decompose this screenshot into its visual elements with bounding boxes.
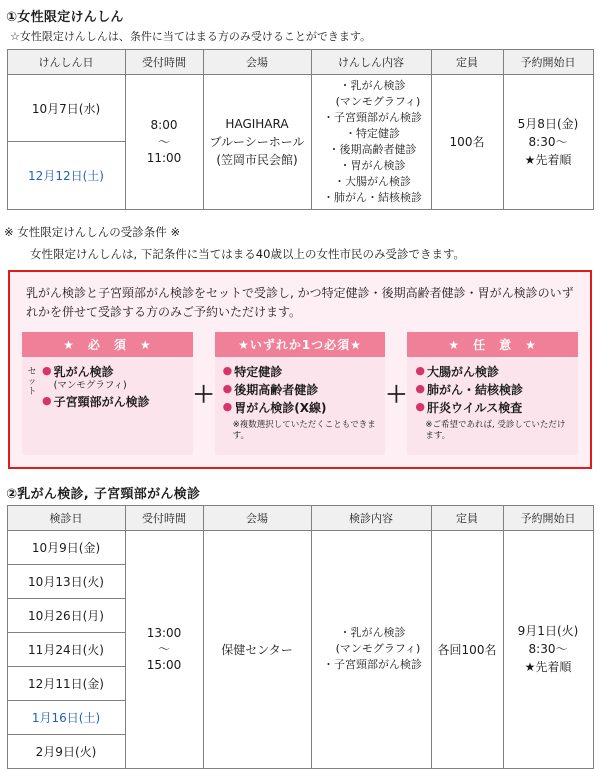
- content-item: ・胃がん検診: [339, 158, 406, 172]
- column-body: [215, 357, 386, 455]
- time-cell: 8:00 ～ 11:00: [125, 75, 203, 210]
- condition-column-choose-one: [215, 332, 386, 455]
- item-sublabel: (マンモグラフィ): [53, 380, 127, 392]
- item-label: 後期高齢者健診: [234, 383, 319, 398]
- list-item: [415, 364, 572, 380]
- content-item: ・乳がん検診: [339, 79, 406, 92]
- date-cell: 10月7日(水): [7, 75, 125, 142]
- col-header-date: けんしん日: [7, 50, 125, 75]
- list-item: [42, 364, 187, 393]
- list-item: [415, 382, 572, 398]
- item-label: 胃がん検診(X線): [234, 401, 327, 416]
- item-label: 子宮頸部がん検診: [53, 395, 150, 410]
- date-cell: 2月9日(火): [7, 734, 125, 768]
- column-note: ※複数選択していただくこともできます。: [232, 420, 376, 442]
- column-body: [22, 357, 193, 455]
- list-item: [42, 394, 187, 410]
- column-header: ★ 必 須 ★: [22, 332, 193, 357]
- col-header-start: 予約開始日: [503, 505, 593, 530]
- condition-subheading: 女性限定けんしんは, 下記条件に当てはまる40歳以上の女性市民のみ受診できます。: [30, 246, 466, 261]
- condition-column-required: [22, 332, 193, 455]
- set-label: セット: [27, 366, 37, 397]
- col-header-capacity: 定員: [431, 50, 503, 75]
- item-label: 肺がん・結核検診: [426, 383, 523, 398]
- venue-cell: 保健センター: [203, 530, 311, 768]
- list-item: [223, 400, 380, 416]
- item-label: 肝炎ウイルス検査: [426, 401, 523, 416]
- venue-cell: HAGIHARA ブルーシーホール (笠岡市民会館): [203, 75, 311, 210]
- col-header-time: 受付時間: [125, 50, 203, 75]
- condition-lead-text: 乳がん検診と子宮頸部がん検診をセットで受診し, かつ特定健診・後期高齢者健診・胃がん検診のいずれかを併せて受診する方のみご予約いただけます。: [26, 285, 574, 319]
- list-item: [223, 382, 380, 398]
- bullet-dot-icon: ●: [415, 363, 425, 377]
- bullet-dot-icon: ●: [42, 363, 52, 377]
- col-header-start: 予約開始日: [503, 50, 593, 75]
- condition-heading: ※ 女性限定けんしんの受診条件 ※: [4, 224, 181, 239]
- item-label: 特定健診: [234, 364, 283, 379]
- section2-title: ②乳がん検診, 子宮頸部がん検診: [6, 486, 201, 502]
- condition-box: [8, 270, 592, 469]
- col-header-contents: けんしん内容: [311, 50, 431, 75]
- bullet-dot-icon: ●: [415, 382, 425, 396]
- item-label: 大腸がん検診: [426, 364, 499, 379]
- content-item: (マンモグラフィ): [324, 642, 421, 656]
- table-row: [7, 530, 593, 564]
- content-item: ・後期高齢者健診: [328, 142, 417, 156]
- schedule-table-2: [7, 505, 594, 769]
- table-row: [7, 75, 593, 142]
- content-item: ・子宮頸部がん検診: [323, 658, 422, 672]
- column-note: ※ご希望であれば, 受診していただけます。: [425, 420, 566, 442]
- date-cell: 11月24日(火): [7, 632, 125, 666]
- contents-cell: [311, 75, 431, 210]
- date-cell: 10月9日(金): [7, 530, 125, 564]
- column-header: ★いずれか1つ必須★: [215, 332, 386, 357]
- content-item: (マンモグラフィ): [324, 94, 421, 108]
- capacity-cell: 各回100名: [431, 530, 503, 768]
- col-header-capacity: 定員: [431, 505, 503, 530]
- time-cell: 13:00 ～ 15:00: [125, 530, 203, 768]
- list-item: [223, 364, 380, 380]
- date-cell: 10月26日(月): [7, 598, 125, 632]
- plus-sign-2: ＋: [385, 382, 408, 408]
- bullet-dot-icon: ●: [222, 400, 233, 414]
- col-header-contents: 検診内容: [311, 505, 431, 530]
- date-cell: 12月11日(金): [7, 666, 125, 700]
- condition-columns: [22, 332, 578, 455]
- bullet-dot-icon: ●: [415, 400, 425, 414]
- column-body: [407, 357, 578, 455]
- list-item: [415, 400, 572, 416]
- date-cell: 1月16日(土): [7, 700, 125, 734]
- content-item: ・乳がん検診: [339, 626, 406, 640]
- bullet-dot-icon: ●: [222, 363, 233, 377]
- capacity-cell: 100名: [431, 75, 503, 210]
- bullet-dot-icon: ●: [42, 394, 52, 408]
- reservation-start-cell: 9月1日(火) 8:30～ ★先着順: [503, 530, 593, 768]
- content-item: ・肺がん・結核検診: [323, 190, 422, 204]
- col-header-venue: 会場: [203, 505, 311, 530]
- col-header-date: 検診日: [7, 505, 125, 530]
- contents-cell: [311, 530, 431, 768]
- date-cell: 12月12日(土): [7, 142, 125, 209]
- content-item: ・特定健診: [345, 126, 400, 140]
- section1-note: ☆女性限定けんしんは、条件に当てはまる方のみ受けることができます。: [10, 30, 371, 43]
- date-cell: 10月13日(火): [7, 564, 125, 598]
- col-header-venue: 会場: [203, 50, 311, 75]
- document-page: [0, 6, 600, 759]
- section1-title: ①女性限定けんしん: [6, 10, 124, 25]
- condition-column-optional: [407, 332, 578, 455]
- reservation-start-cell: 5月8日(金) 8:30～ ★先着順: [503, 75, 593, 210]
- table-header-row: [7, 50, 593, 75]
- bullet-dot-icon: ●: [222, 382, 233, 396]
- table-header-row: [7, 505, 593, 530]
- column-header: ★ 任 意 ★: [407, 332, 578, 357]
- plus-sign-1: ＋: [192, 382, 215, 408]
- col-header-time: 受付時間: [125, 505, 203, 530]
- schedule-table-1: [7, 49, 594, 210]
- content-item: ・大腸がん検診: [334, 174, 411, 188]
- item-label: 乳がん検診: [53, 364, 114, 379]
- content-item: ・子宮頸部がん検診: [323, 110, 422, 124]
